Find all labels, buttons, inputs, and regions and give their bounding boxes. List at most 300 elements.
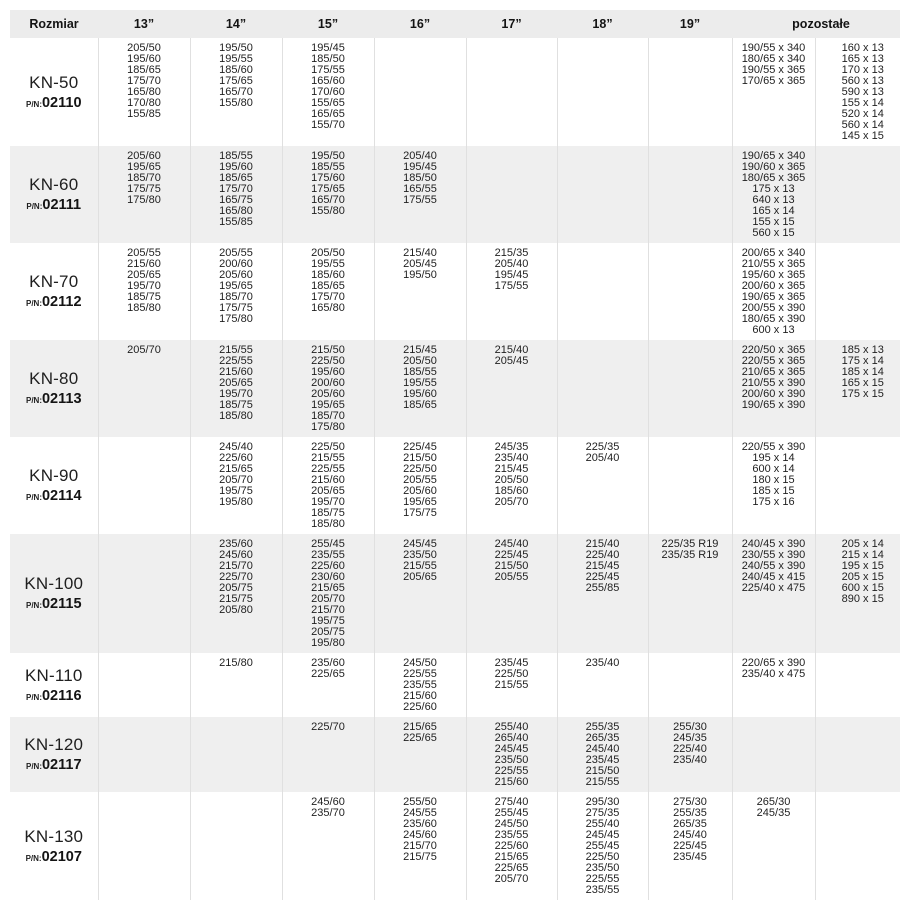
- tire-size: 225/50: [311, 441, 345, 453]
- tire-size: 225/45: [494, 549, 529, 561]
- size-cell-s16: [374, 792, 466, 900]
- tire-size: 215/70: [403, 840, 437, 852]
- tire-size: 155 x 14: [841, 97, 884, 109]
- pn-label: P/N:: [26, 202, 43, 211]
- pn-value: 02117: [41, 757, 82, 773]
- tire-size: 175/80: [219, 313, 253, 325]
- tire-size: 145 x 15: [841, 130, 884, 142]
- tire-size: 590 x 13: [841, 86, 884, 98]
- tire-size: 175 x 13: [752, 183, 795, 195]
- tire-size: 185/70: [219, 291, 253, 303]
- tire-size: 225/60: [219, 452, 253, 464]
- size-cell-s18: [557, 717, 648, 792]
- size-cell-s17: [466, 38, 557, 146]
- tire-size: 245/40: [494, 538, 529, 550]
- tire-size: 215/80: [219, 657, 253, 669]
- tire-size: 235/40: [494, 452, 529, 464]
- tire-size: 195/55: [403, 377, 437, 389]
- tire-size: 215/55: [494, 679, 529, 691]
- tire-size: 200/65 x 340: [741, 247, 806, 259]
- pn-value: 02114: [41, 488, 82, 504]
- tire-size: 185/60: [311, 269, 345, 281]
- tire-size: 220/50 x 365: [741, 344, 806, 356]
- tire-size: 225/50: [403, 463, 437, 475]
- tire-size: 175 x 15: [841, 388, 884, 400]
- tire-size: 245/45: [403, 538, 437, 550]
- tire-size: 165/80: [127, 86, 161, 98]
- size-cell-s13: [98, 717, 190, 792]
- tire-size: 185/80: [219, 410, 253, 422]
- model-cell: [10, 38, 98, 146]
- tire-size: 205/60: [219, 269, 253, 281]
- tire-size: 200/60: [311, 377, 345, 389]
- tire-size: 205/80: [219, 604, 253, 616]
- tire-size: 215/75: [403, 851, 437, 863]
- tire-size: 185/75: [219, 399, 253, 411]
- tire-size: 205/60: [127, 150, 161, 162]
- tire-size: 165/55: [403, 183, 437, 195]
- size-cell-s14: [190, 792, 282, 900]
- tire-size: 640 x 13: [752, 194, 795, 206]
- tire-size: 295/30: [585, 796, 620, 808]
- header-14in: 14”: [190, 10, 282, 38]
- tire-size: 195/75: [311, 615, 345, 627]
- part-number: [12, 293, 96, 311]
- tire-size: 215/70: [219, 560, 253, 572]
- tire-size: 195/60: [403, 388, 437, 400]
- tire-size: 240/45 x 415: [741, 571, 806, 583]
- tire-size: 190/60 x 365: [741, 161, 806, 173]
- model-cell: [10, 437, 98, 534]
- table-header: [10, 10, 900, 38]
- tire-size: 215/45: [585, 560, 620, 572]
- size-cell-other1: [732, 38, 815, 146]
- tire-size: 195/80: [219, 496, 253, 508]
- tire-size: 255/30: [673, 721, 707, 733]
- tire-size: 225/45: [403, 441, 437, 453]
- tire-size: 205 x 14: [841, 538, 884, 550]
- tire-size: 245/50: [403, 657, 437, 669]
- tire-size: 245/40: [673, 829, 707, 841]
- pn-label: P/N:: [25, 299, 42, 308]
- tire-size: 245/35: [494, 441, 529, 453]
- tire-size: 205/75: [311, 626, 345, 638]
- tire-size: 245/35: [756, 807, 791, 819]
- size-cell-s19: [648, 717, 732, 792]
- size-cell-other2: [815, 243, 900, 340]
- pn-label: P/N:: [25, 493, 42, 502]
- tire-size: 155/70: [311, 119, 345, 131]
- tire-size: 600 x 14: [752, 463, 795, 475]
- tire-size: 175/75: [403, 507, 437, 519]
- tire-size: 195/60: [127, 53, 161, 65]
- tire-size: 240/55 x 390: [741, 560, 806, 572]
- model-name: KN-60: [29, 175, 79, 194]
- part-number: [12, 196, 96, 214]
- tire-size: 225/35 R19: [661, 538, 719, 550]
- size-cell-other2: [815, 38, 900, 146]
- tire-size: 215/40: [403, 247, 437, 259]
- tire-size: 195/65: [127, 161, 161, 173]
- size-cell-s16: [374, 38, 466, 146]
- size-cell-s16: [374, 340, 466, 437]
- tire-size: 205/65: [403, 571, 437, 583]
- size-cell-s18: [557, 146, 648, 243]
- size-cell-other2: [815, 340, 900, 437]
- tire-size: 165 x 15: [841, 377, 884, 389]
- model-name: KN-80: [29, 369, 79, 388]
- model-name: KN-90: [29, 466, 79, 485]
- pn-label: P/N:: [25, 601, 42, 610]
- tire-size: 195/50: [311, 150, 345, 162]
- tire-size: 205/50: [494, 474, 529, 486]
- tire-size: 200/60 x 365: [741, 280, 806, 292]
- tire-size: 220/65 x 390: [741, 657, 806, 669]
- pn-value: 02113: [41, 391, 82, 407]
- tire-size: 225/35: [585, 441, 620, 453]
- tire-size: 225/55: [494, 765, 529, 777]
- size-cell-other1: [732, 146, 815, 243]
- size-cell-s15: [282, 38, 374, 146]
- size-cell-other1: [732, 340, 815, 437]
- tire-size: 220/55 x 390: [741, 441, 806, 453]
- tire-size: 520 x 14: [841, 108, 884, 120]
- tire-size: 215/65: [219, 463, 253, 475]
- size-cell-s19: [648, 534, 732, 653]
- size-cell-other2: [815, 534, 900, 653]
- size-cell-other1: [732, 534, 815, 653]
- tire-size: 165/60: [311, 75, 345, 87]
- tire-size: 215/40: [585, 538, 620, 550]
- size-cell-s13: [98, 243, 190, 340]
- tire-size: 245/40: [585, 743, 620, 755]
- size-cell-s17: [466, 146, 557, 243]
- tire-size: 235/40: [673, 754, 707, 766]
- tire-size: 205/40: [585, 452, 620, 464]
- size-cell-s15: [282, 792, 374, 900]
- tire-size: 210/55 x 365: [741, 258, 806, 270]
- size-cell-s18: [557, 243, 648, 340]
- tire-size: 225/50: [585, 851, 620, 863]
- pn-label: P/N:: [25, 762, 42, 771]
- tire-size: 215/45: [403, 344, 437, 356]
- tire-size: 245/45: [585, 829, 620, 841]
- tire-size: 180/65 x 365: [741, 172, 806, 184]
- tire-size: 205/65: [311, 485, 345, 497]
- tire-size: 215/75: [219, 593, 253, 605]
- table-row: [10, 38, 900, 146]
- tire-size: 190/55 x 340: [741, 42, 806, 54]
- tire-size: 195/60: [219, 161, 253, 173]
- tire-size: 175/80: [311, 421, 345, 433]
- tire-size: 255/35: [673, 807, 707, 819]
- tire-size: 240/45 x 390: [741, 538, 806, 550]
- size-cell-s17: [466, 792, 557, 900]
- tire-size: 215/65: [494, 851, 529, 863]
- model-name: KN-130: [24, 826, 84, 846]
- tire-size: 155/85: [219, 216, 253, 228]
- size-cell-other1: [732, 437, 815, 534]
- header-19in: 19”: [648, 10, 732, 38]
- size-cell-s13: [98, 534, 190, 653]
- tire-size: 205/50: [403, 355, 437, 367]
- tire-size: 225/60: [494, 840, 529, 852]
- tire-size: 195/65: [219, 280, 253, 292]
- tire-size: 205/70: [127, 344, 161, 356]
- part-number: [12, 756, 96, 774]
- size-cell-s19: [648, 243, 732, 340]
- tire-size: 215/35: [494, 247, 529, 259]
- table-row: [10, 717, 900, 792]
- tire-size: 165/70: [311, 194, 345, 206]
- size-cell-s18: [557, 437, 648, 534]
- pn-value: 02110: [41, 94, 82, 111]
- tire-size: 180/65 x 340: [741, 53, 806, 65]
- part-number: [12, 390, 96, 408]
- size-cell-s19: [648, 437, 732, 534]
- tire-size: 235/50: [494, 754, 529, 766]
- tire-size: 255/45: [311, 538, 345, 550]
- size-cell-s18: [557, 792, 648, 900]
- tire-size: 155/80: [219, 97, 253, 109]
- tire-size: 195/55: [219, 53, 253, 65]
- tire-size: 275/40: [494, 796, 529, 808]
- tire-size: 255/45: [585, 840, 620, 852]
- tire-size: 190/55 x 365: [741, 64, 806, 76]
- header-rozmiar: Rozmiar: [10, 10, 98, 38]
- tire-size: 205/75: [219, 582, 253, 594]
- tire-size: 235/55: [585, 884, 620, 896]
- size-cell-other1: [732, 243, 815, 340]
- size-cell-s18: [557, 653, 648, 717]
- size-cell-s16: [374, 534, 466, 653]
- model-cell: [10, 146, 98, 243]
- table-row: [10, 437, 900, 534]
- tire-size: 195 x 15: [841, 560, 884, 572]
- tire-size: 220/55 x 365: [741, 355, 806, 367]
- tire-size: 205/50: [311, 247, 345, 259]
- tire-size: 205/70: [494, 496, 529, 508]
- tire-size: 195/50: [403, 269, 437, 281]
- size-cell-s17: [466, 243, 557, 340]
- tire-size: 215/60: [494, 776, 529, 788]
- tire-size: 205/65: [219, 377, 253, 389]
- tire-size: 185/55: [403, 366, 437, 378]
- size-cell-s19: [648, 38, 732, 146]
- tire-size: 235/70: [311, 807, 345, 819]
- tire-size: 215/50: [403, 452, 437, 464]
- size-cell-s14: [190, 146, 282, 243]
- tire-size: 245/45: [494, 743, 529, 755]
- tire-size: 155/80: [311, 205, 345, 217]
- tire-size: 195/45: [311, 42, 345, 54]
- tire-size: 890 x 15: [841, 593, 884, 605]
- table-body: [10, 38, 900, 900]
- pn-label: P/N:: [25, 396, 42, 405]
- size-cell-s16: [374, 243, 466, 340]
- size-cell-other2: [815, 146, 900, 243]
- tire-size: 235/60: [311, 657, 345, 669]
- model-cell: [10, 340, 98, 437]
- tire-size: 175/65: [219, 75, 253, 87]
- size-cell-s13: [98, 146, 190, 243]
- tire-size: 155/85: [127, 108, 161, 120]
- pn-value: 02115: [41, 596, 82, 612]
- tire-size: 165 x 14: [752, 205, 795, 217]
- size-cell-other1: [732, 717, 815, 792]
- tire-size: 170/60: [311, 86, 345, 98]
- tire-size: 185/80: [127, 302, 161, 314]
- size-cell-s18: [557, 38, 648, 146]
- tire-size: 195/50: [219, 42, 253, 54]
- model-cell: [10, 534, 98, 653]
- size-cell-s13: [98, 340, 190, 437]
- size-cell-s17: [466, 437, 557, 534]
- size-cell-s19: [648, 653, 732, 717]
- tire-size: 195/80: [311, 637, 345, 649]
- tire-size: 185 x 14: [841, 366, 884, 378]
- table-row: [10, 534, 900, 653]
- model-name: KN-100: [24, 574, 84, 593]
- tire-size: 245/60: [403, 829, 437, 841]
- size-cell-s15: [282, 146, 374, 243]
- tire-size: 215/55: [403, 560, 437, 572]
- tire-size: 165/70: [219, 86, 253, 98]
- tire-size: 235/50: [403, 549, 437, 561]
- tire-size: 215/50: [585, 765, 620, 777]
- header-pozostale: pozostałe: [732, 10, 900, 38]
- tire-size: 195 x 14: [752, 452, 795, 464]
- tire-size: 245/60: [311, 796, 345, 808]
- tire-size: 205/55: [494, 571, 529, 583]
- tire-size: 235/60: [403, 818, 437, 830]
- tire-size: 210/65 x 365: [741, 366, 806, 378]
- tire-size: 235/60: [219, 538, 253, 550]
- tire-size: 235/45: [673, 851, 707, 863]
- tire-size: 225/45: [673, 840, 707, 852]
- table-row: [10, 146, 900, 243]
- tire-size: 175/70: [219, 183, 253, 195]
- tire-size: 205/45: [494, 355, 529, 367]
- model-name: KN-70: [29, 272, 79, 291]
- tire-size: 255/40: [494, 721, 529, 733]
- tire-size: 195/60 x 365: [741, 269, 806, 281]
- size-cell-s18: [557, 534, 648, 653]
- tire-size: 600 x 15: [841, 582, 884, 594]
- tire-size: 215/55: [311, 452, 345, 464]
- size-cell-s15: [282, 340, 374, 437]
- size-cell-other1: [732, 653, 815, 717]
- tire-size: 245/50: [494, 818, 529, 830]
- part-number: [12, 687, 96, 705]
- tire-size: 225/40: [673, 743, 707, 755]
- header-13in: 13”: [98, 10, 190, 38]
- tire-size: 205/70: [219, 474, 253, 486]
- tire-size: 175/55: [311, 64, 345, 76]
- tire-size: 255/35: [585, 721, 620, 733]
- tire-size: 195/70: [311, 496, 345, 508]
- tire-size: 185/60: [494, 485, 529, 497]
- tire-size: 205/70: [311, 593, 345, 605]
- tire-size: 205/55: [127, 247, 161, 259]
- size-cell-s15: [282, 243, 374, 340]
- tire-size: 195/70: [127, 280, 161, 292]
- tire-size: 225/65: [494, 862, 529, 874]
- tire-size: 175/70: [311, 291, 345, 303]
- size-cell-s13: [98, 792, 190, 900]
- tire-size: 185/55: [219, 150, 253, 162]
- part-number: [12, 94, 96, 112]
- tire-size: 255/45: [494, 807, 529, 819]
- tire-size: 245/35: [673, 732, 707, 744]
- tire-size: 560 x 14: [841, 119, 884, 131]
- tire-size: 185 x 15: [752, 485, 795, 497]
- tire-size: 185/60: [219, 64, 253, 76]
- tire-size: 225/45: [585, 571, 620, 583]
- tire-size: 175/65: [311, 183, 345, 195]
- size-cell-s13: [98, 437, 190, 534]
- tire-size: 205 x 15: [841, 571, 884, 583]
- tire-size: 215/40: [494, 344, 529, 356]
- size-cell-s17: [466, 340, 557, 437]
- tire-size: 225/70: [219, 571, 253, 583]
- tire-size: 215/60: [127, 258, 161, 270]
- tire-size: 235/40 x 475: [741, 668, 806, 680]
- model-name: KN-50: [29, 72, 79, 92]
- tire-size: 225/60: [311, 560, 345, 572]
- tire-size: 195/45: [403, 161, 437, 173]
- tire-size: 185/50: [311, 53, 345, 65]
- tire-size: 225/40: [585, 549, 620, 561]
- tire-size: 175/55: [494, 280, 529, 292]
- table-row: [10, 792, 900, 900]
- tire-size: 195/55: [311, 258, 345, 270]
- tire-size: 175/70: [127, 75, 161, 87]
- size-cell-s14: [190, 437, 282, 534]
- size-cell-s19: [648, 340, 732, 437]
- tire-size: 185/65: [311, 280, 345, 292]
- tire-size: 165/65: [311, 108, 345, 120]
- tire-size: 235/55: [494, 829, 529, 841]
- size-cell-s14: [190, 38, 282, 146]
- tire-size: 175/75: [219, 302, 253, 314]
- model-cell: [10, 792, 98, 900]
- size-cell-s17: [466, 717, 557, 792]
- tire-size: 235/45: [494, 657, 529, 669]
- pn-value: 02107: [41, 848, 82, 865]
- tire-size: 195/45: [494, 269, 529, 281]
- tire-size: 225/55: [219, 355, 253, 367]
- tire-size: 190/65 x 390: [741, 399, 806, 411]
- size-cell-s13: [98, 653, 190, 717]
- tire-size: 200/60: [219, 258, 253, 270]
- header-17in: 17”: [466, 10, 557, 38]
- size-cell-s16: [374, 717, 466, 792]
- size-cell-other2: [815, 437, 900, 534]
- tire-size: 235/55: [403, 679, 437, 691]
- tire-size: 265/35: [673, 818, 707, 830]
- tire-size: 215/60: [311, 474, 345, 486]
- tire-size: 265/35: [585, 732, 620, 744]
- tire-size: 225/65: [403, 732, 437, 744]
- tire-size: 235/35 R19: [661, 549, 719, 561]
- tire-size: 175/75: [127, 183, 161, 195]
- part-number: [12, 487, 96, 505]
- size-cell-s16: [374, 146, 466, 243]
- tire-size: 205/40: [494, 258, 529, 270]
- tire-size: 560 x 15: [752, 227, 795, 239]
- tire-size: 190/65 x 365: [741, 291, 806, 303]
